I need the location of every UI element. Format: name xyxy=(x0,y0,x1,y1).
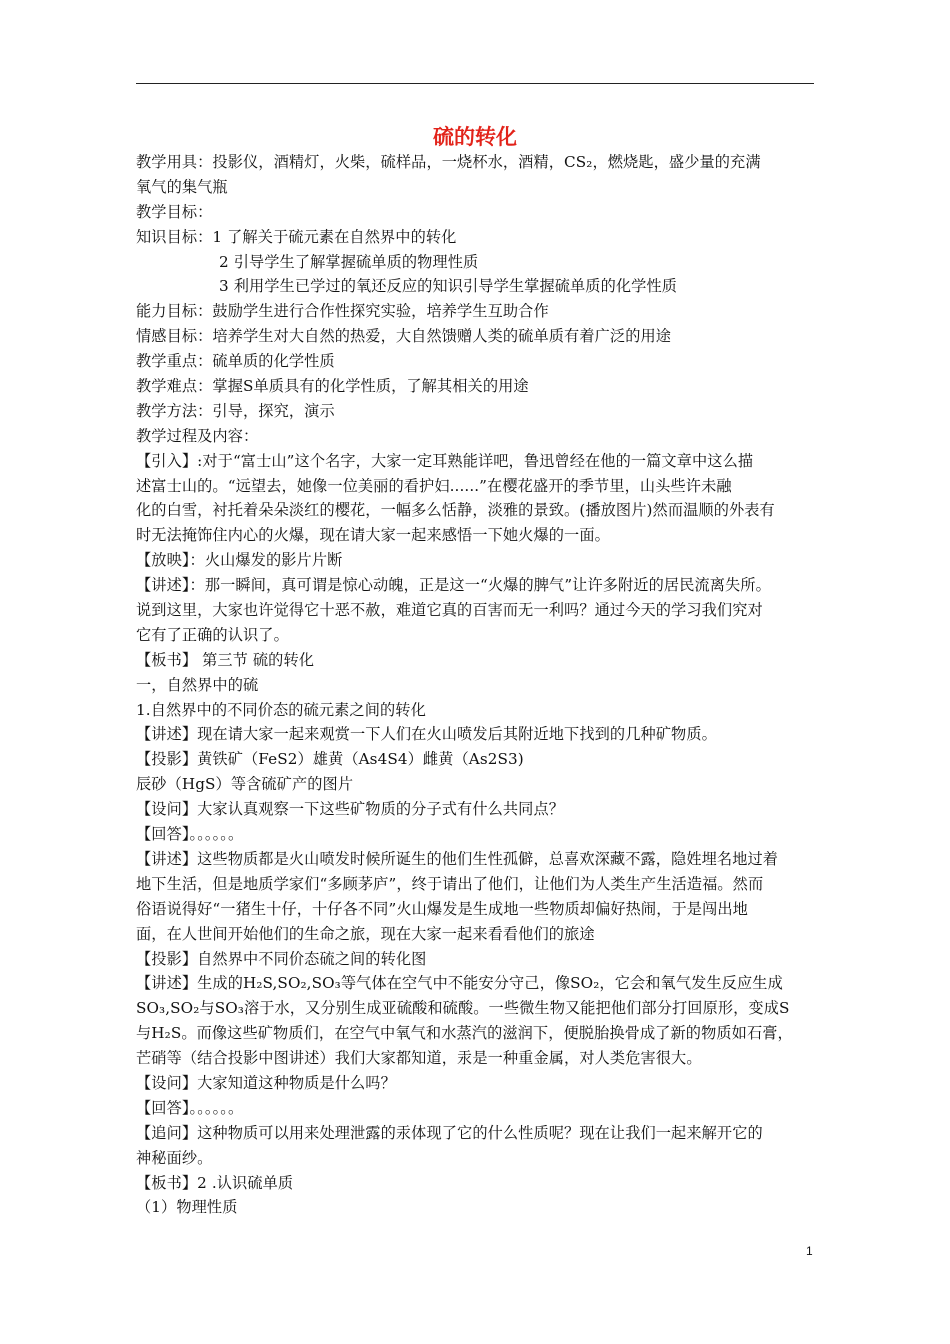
text-line: 2 引导学生了解掌握硫单质的物理性质 xyxy=(219,252,479,271)
text-line: 教学过程及内容： xyxy=(136,426,259,445)
text-line: 芒硝等（结合投影中图讲述）我们大家都知道，汞是一种重金属，对人类危害很大。 xyxy=(136,1049,702,1068)
text-line: 教学难点：掌握S单质具有的化学性质，了解其相关的用途 xyxy=(136,377,529,396)
text-line: 教学重点：硫单质的化学性质 xyxy=(136,352,335,371)
text-line: 【放映】：火山爆发的影片片断 xyxy=(136,551,343,570)
text-line: 能力目标：鼓励学生进行合作性探究实验，培养学生互助合作 xyxy=(136,302,549,321)
page-title: 硫的转化 xyxy=(433,125,517,149)
text-line: 说到这里，大家也许觉得它十恶不赦，难道它真的百害而无一利吗？通过今天的学习我们究对 xyxy=(136,601,763,620)
text-line: 情感目标：培养学生对大自然的热爱，大自然馈赠人类的硫单质有着广泛的用途 xyxy=(136,327,672,346)
text-line: 俗语说得好“一猪生十仔，十仔各不同”火山爆发是生成地一些物质却偏好热闹，于是闯出地 xyxy=(136,899,748,918)
text-line: 面，在人世间开始他们的生命之旅，现在大家一起来看看他们的旅途 xyxy=(136,924,595,943)
text-line: 教学用具：投影仪，酒精灯，火柴，硫样品，一烧杯水，酒精，CS₂，燃烧匙，盛少量的充满 xyxy=(136,153,761,171)
text-line: 辰砂（HgS）等含硫矿产的图片 xyxy=(136,775,354,794)
text-line: 【讲述】现在请大家一起来观赏一下人们在火山喷发后其附近地下找到的几种矿物质。 xyxy=(136,725,717,744)
text-line: 述富士山的。“远望去，她像一位美丽的看护妇......”在樱花盛开的季节里，山头些许未融 xyxy=(136,476,732,495)
text-line: 1.自然界中的不同价态的硫元素之间的转化 xyxy=(136,700,426,719)
header-rule xyxy=(136,83,814,84)
text-line: 化的白雪，衬托着朵朵淡红的樱花，一幅多么恬静，淡雅的景致。(播放图片)然而温顺的外表有 xyxy=(136,501,775,520)
text-line: 时无法掩饰住内心的火爆，现在请大家一起来感悟一下她火爆的一面。 xyxy=(136,526,610,545)
text-line: 【讲述】这些物质都是火山喷发时候所诞生的他们生性孤僻，总喜欢深藏不露，隐姓埋名地过着 xyxy=(136,849,779,868)
text-line: 【投影】自然界中不同价态硫之间的转化图 xyxy=(136,949,427,968)
text-line: 【设问】大家认真观察一下这些矿物质的分子式有什么共同点？ xyxy=(136,800,565,819)
text-line: 【板书】 第三节 硫的转化 xyxy=(136,650,315,669)
text-line: 知识目标：1 了解关于硫元素在自然界中的转化 xyxy=(136,227,457,246)
text-line: 【追问】这种物质可以用来处理泄露的汞体现了它的什么性质呢？现在让我们一起来解开它的 xyxy=(136,1123,763,1142)
text-line: （1）物理性质 xyxy=(136,1198,238,1217)
text-line: 【讲述】：那一瞬间，真可谓是惊心动魄，正是这一“火爆的脾气”让许多附近的居民流离失所。 xyxy=(136,576,771,595)
text-line: 【投影】黄铁矿（FeS2）雄黄（As4S4）雌黄（As2S3) xyxy=(136,750,524,769)
text-line: 与H₂S。而像这些矿物质们，在空气中氧气和水蒸汽的滋润下，便脱胎换骨成了新的物质如石膏， xyxy=(136,1024,793,1043)
text-line: 它有了正确的认识了。 xyxy=(136,625,289,644)
text-line: 【引入】:对于“富士山”这个名字，大家一定耳熟能详吧，鲁迅曾经在他的一篇文章中这么描 xyxy=(136,451,754,470)
text-line: 【回答】。。。。。。 xyxy=(136,1098,244,1117)
text-line: 【讲述】生成的H₂S,SO₂,SO₃等气体在空气中不能安分守己，像SO₂，它会和氧气发生反应生成 xyxy=(136,974,783,993)
text-line: 神秘面纱。 xyxy=(136,1148,213,1167)
page-number: 1 xyxy=(806,1244,813,1258)
text-line: 地下生活，但是地质学家们“多顾茅庐”，终于请出了他们，让他们为人类生产生活造福。然而 xyxy=(136,874,764,893)
text-line: 教学目标： xyxy=(136,202,213,221)
text-line: 教学方法：引导，探究，演示 xyxy=(136,401,335,420)
document-body xyxy=(136,150,818,1220)
text-line: 3 利用学生已学过的氧还反应的知识引导学生掌握硫单质的化学性质 xyxy=(219,277,678,296)
text-line: SO₃,SO₂与SO₃溶于水，又分别生成亚硫酸和硫酸。一些微生物又能把他们部分打回原形，变成S xyxy=(136,999,790,1018)
text-line: 氧气的集气瓶 xyxy=(136,177,228,196)
text-line: 【板书】2 .认识硫单质 xyxy=(136,1173,294,1192)
text-line: 【回答】。。。。。。 xyxy=(136,825,244,844)
text-line: 【设问】大家知道这种物质是什么吗？ xyxy=(136,1073,396,1092)
text-line: 一，自然界中的硫 xyxy=(136,675,259,694)
